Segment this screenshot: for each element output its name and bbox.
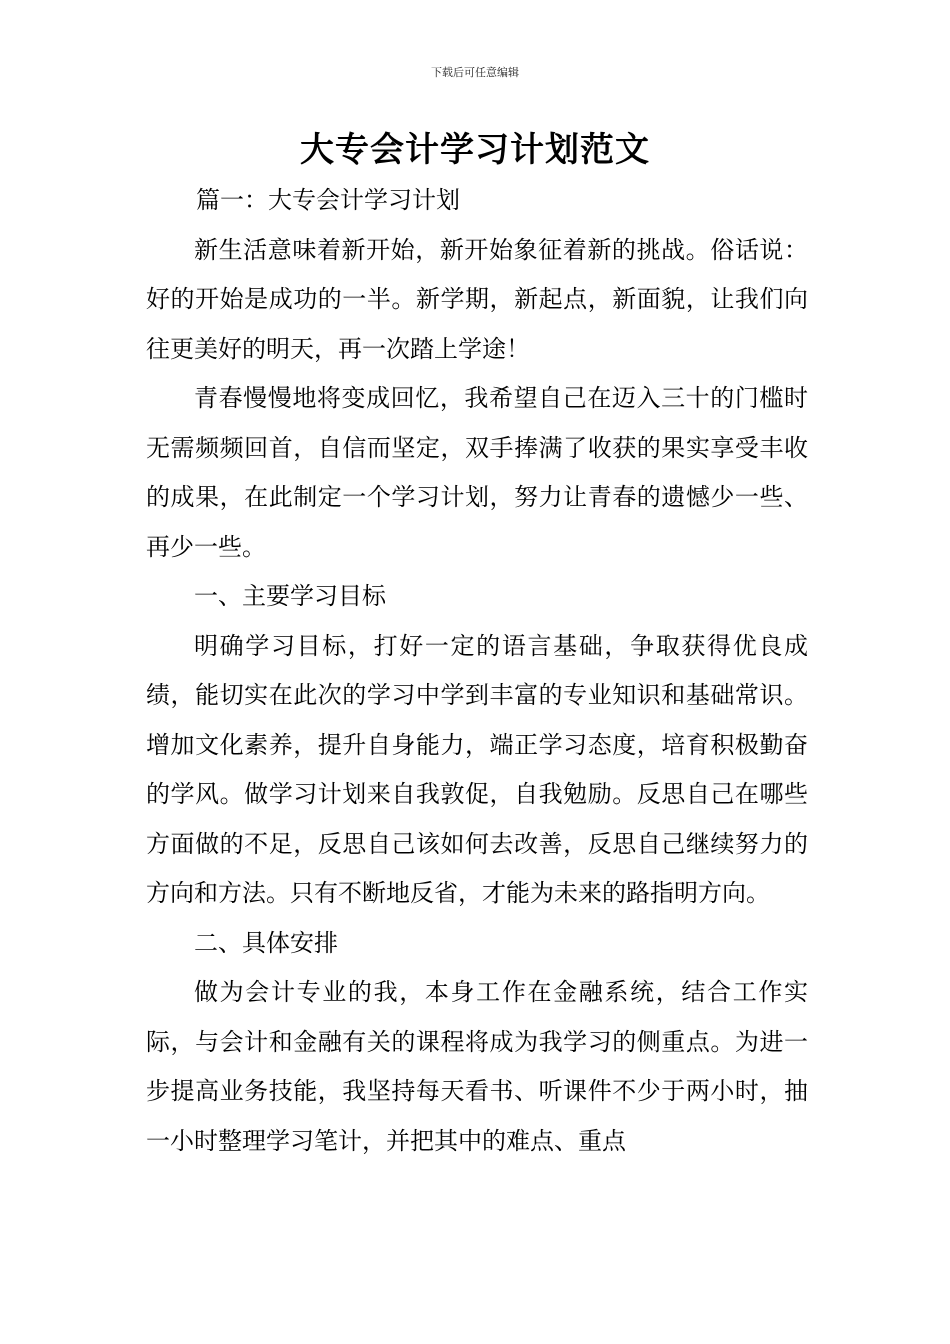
paragraph-arrangement: 做为会计专业的我，本身工作在金融系统，结合工作实际，与会计和金融有关的课程将成为我学习的侧重点。为进一步提高业务技能，我坚持每天看书、听课件不少于两小时，抽一小时整理学习笔计，并把其中的难点、重点 (146, 978, 808, 1155)
header-note: 下载后可任意编辑 (431, 66, 519, 79)
section-subtitle: 篇一：大专会计学习计划 (196, 186, 460, 214)
heading-arrangement: 二、具体安排 (194, 928, 338, 957)
paragraph-goals: 明确学习目标，打好一定的语言基础，争取获得优良成绩，能切实在此次的学习中学到丰富的专业知识和基础常识。增加文化素养，提升自身能力，端正学习态度，培育积极勤奋的学风。做学习计划来自我敦促，自我勉励。反思自己在哪些方面做的不足，反思自己该如何去改善，反思自己继续努力的方向和方法。只有不断地反省，才能为未来的路指明方向。 (146, 631, 808, 907)
paragraph-youth: 青春慢慢地将变成回忆，我希望自己在迈入三十的门槛时无需频频回首，自信而坚定，双手捧满了收获的果实享受丰收的成果，在此制定一个学习计划，努力让青春的遗憾少一些、再少一些。 (146, 384, 808, 561)
heading-main-goals: 一、主要学习目标 (194, 582, 386, 610)
document-body (146, 176, 808, 1166)
document-title: 大专会计学习计划范文 (300, 130, 650, 170)
paragraph-intro: 新生活意味着新开始，新开始象征着新的挑战。俗话说：好的开始是成功的一半。新学期，新起点，新面貌，让我们向往更美好的明天，再一次踏上学途！ (146, 235, 808, 363)
